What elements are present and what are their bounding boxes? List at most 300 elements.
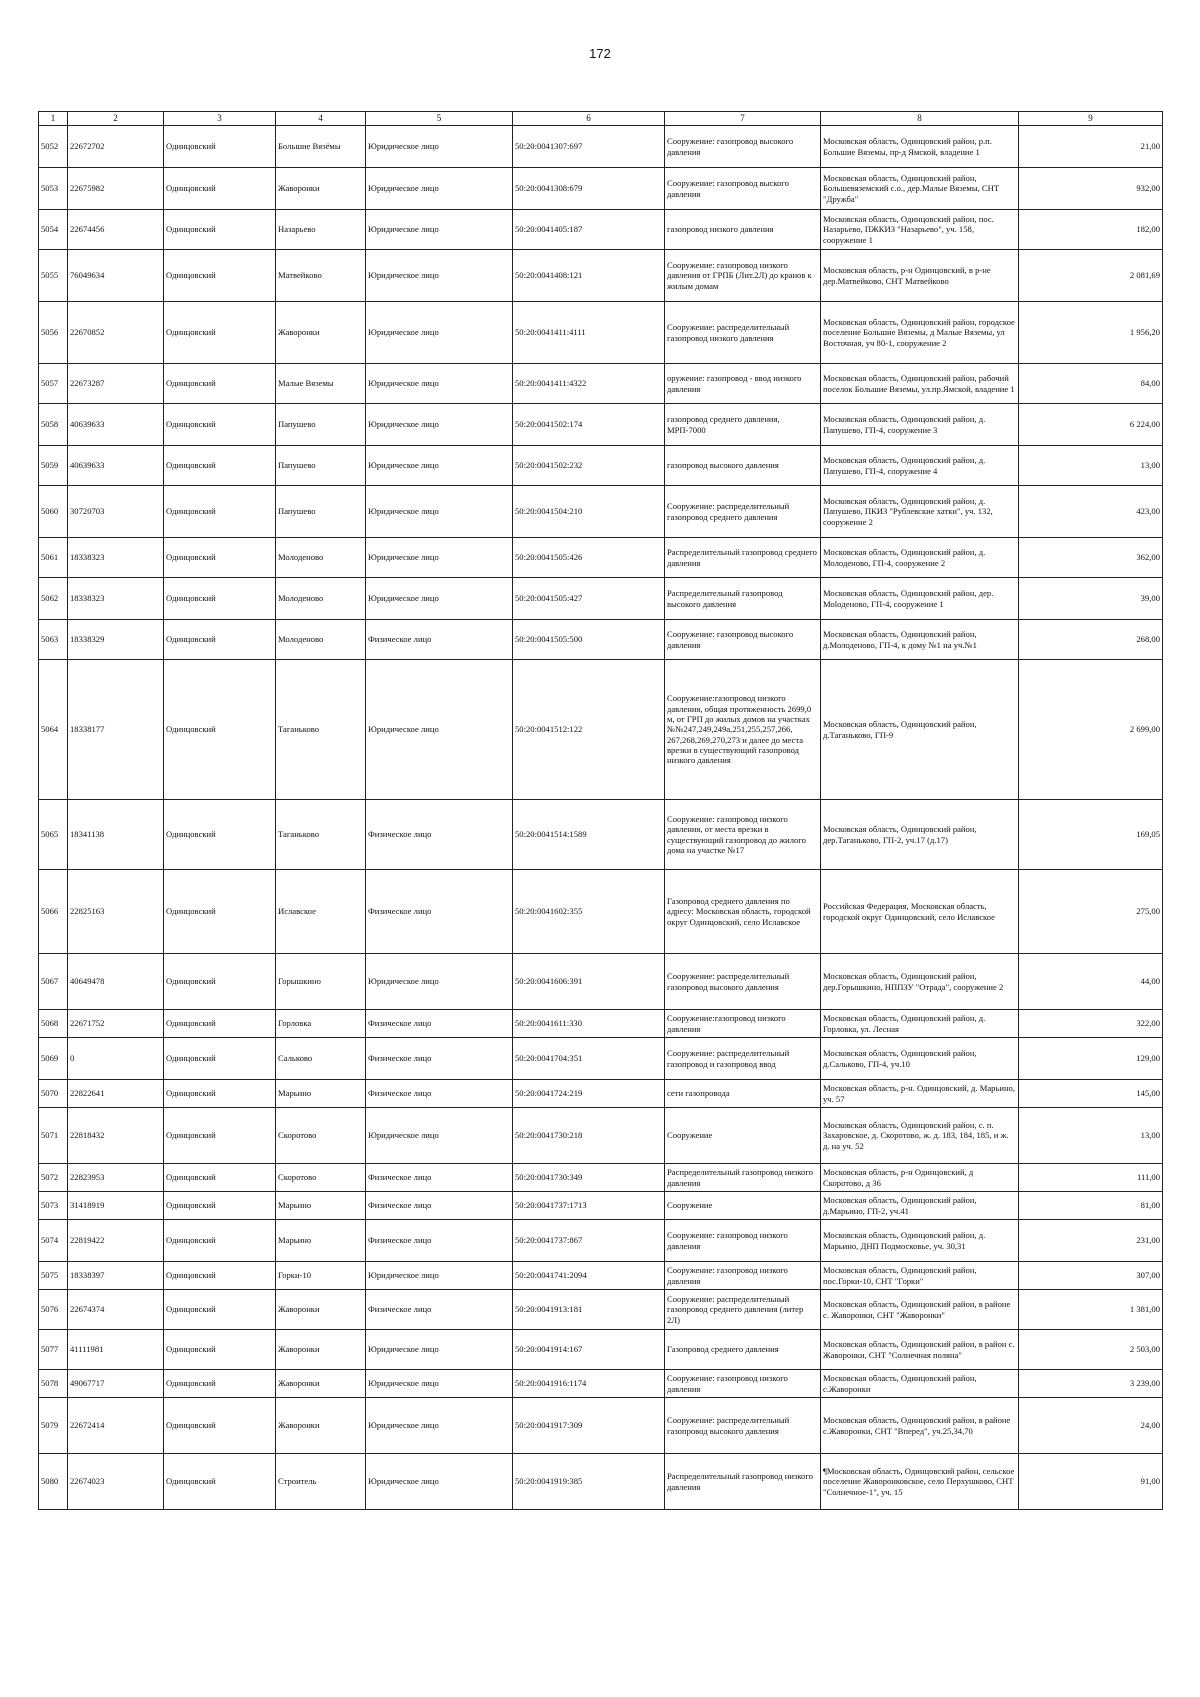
row-index: 5059 — [39, 446, 68, 486]
object-address: Московская область, р-н Одинцовский, д Скоротово, д 36 — [821, 1164, 1019, 1192]
settlement: Строитель — [276, 1454, 366, 1510]
settlement: Молоденово — [276, 538, 366, 578]
owner-type: Физическое лицо — [366, 1192, 513, 1220]
table-row — [39, 404, 1163, 446]
table-row — [39, 800, 1163, 870]
object-id: 40649478 — [68, 954, 164, 1010]
object-address: Московская область, Одинцовский район, д.Таганьково, ГП-9 — [821, 660, 1019, 800]
settlement: Марьино — [276, 1220, 366, 1262]
column-header: 3 — [164, 112, 276, 126]
object-description: газопровод среднего давления, МРП-7000 — [665, 404, 821, 446]
settlement: Горки-10 — [276, 1262, 366, 1290]
object-id: 22825163 — [68, 870, 164, 954]
district: Одинцовский — [164, 1108, 276, 1164]
table-row — [39, 364, 1163, 404]
cadastral-number: 50:20:0041602:355 — [513, 870, 665, 954]
row-index: 5060 — [39, 486, 68, 538]
object-id: 0 — [68, 1038, 164, 1080]
settlement: Папушево — [276, 404, 366, 446]
district: Одинцовский — [164, 1164, 276, 1192]
column-header: 5 — [366, 112, 513, 126]
owner-type: Юридическое лицо — [366, 1108, 513, 1164]
object-address: Российская Федерация, Московская область, городской округ Одинцовский, село Иславское — [821, 870, 1019, 954]
owner-type: Юридическое лицо — [366, 1330, 513, 1370]
column-header: 4 — [276, 112, 366, 126]
cadastral-number: 50:20:0041606:391 — [513, 954, 665, 1010]
district: Одинцовский — [164, 1192, 276, 1220]
owner-type: Юридическое лицо — [366, 538, 513, 578]
owner-type: Юридическое лицо — [366, 168, 513, 210]
district: Одинцовский — [164, 538, 276, 578]
object-id: 40639633 — [68, 404, 164, 446]
owner-type: Юридическое лицо — [366, 364, 513, 404]
settlement: Большие Вязёмы — [276, 126, 366, 168]
object-description: Газопровод среднего давления по адресу: Московская область, городской округ Одинцовский, село Иславское — [665, 870, 821, 954]
district: Одинцовский — [164, 1038, 276, 1080]
length-value: 423,00 — [1019, 486, 1163, 538]
owner-type: Юридическое лицо — [366, 302, 513, 364]
length-value: 111,00 — [1019, 1164, 1163, 1192]
length-value: 129,00 — [1019, 1038, 1163, 1080]
settlement: Матвейково — [276, 250, 366, 302]
length-value: 169,05 — [1019, 800, 1163, 870]
table-row — [39, 168, 1163, 210]
table-row — [39, 1192, 1163, 1220]
row-index: 5055 — [39, 250, 68, 302]
row-index: 5068 — [39, 1010, 68, 1038]
object-description: сети газопровода — [665, 1080, 821, 1108]
object-description: Сооружение:газопровод низкого давления — [665, 1010, 821, 1038]
cadastral-number: 50:20:0041611:330 — [513, 1010, 665, 1038]
cadastral-number: 50:20:0041914:167 — [513, 1330, 665, 1370]
length-value: 13,00 — [1019, 1108, 1163, 1164]
length-value: 1 381,00 — [1019, 1290, 1163, 1330]
object-address: Московская область, Одинцовский район, с. п. Захаровское, д. Скоротово, ж. д. 183, 184, 185, и ж. д. на уч. 52 — [821, 1108, 1019, 1164]
district: Одинцовский — [164, 126, 276, 168]
table-row — [39, 1080, 1163, 1108]
object-address: Московская область, Одинцовский район, д. Марьино, ДНП Подмосковье, уч. 30,31 — [821, 1220, 1019, 1262]
length-value: 307,00 — [1019, 1262, 1163, 1290]
object-description: газопровод низкого давления — [665, 210, 821, 250]
owner-type: Физическое лицо — [366, 1164, 513, 1192]
object-description: Сооружение: газопровод низкого давления, от места врезки в существующий газопровод до жилого дома на участке №17 — [665, 800, 821, 870]
object-address: Московская область, Одинцовский район, д. Папушево, ГП-4, сооружение 4 — [821, 446, 1019, 486]
settlement: Папушево — [276, 486, 366, 538]
row-index: 5063 — [39, 620, 68, 660]
object-id: 41111981 — [68, 1330, 164, 1370]
object-id: 22674023 — [68, 1454, 164, 1510]
row-index: 5077 — [39, 1330, 68, 1370]
district: Одинцовский — [164, 1454, 276, 1510]
district: Одинцовский — [164, 1290, 276, 1330]
cadastral-number: 50:20:0041411:4322 — [513, 364, 665, 404]
cadastral-number: 50:20:0041919:385 — [513, 1454, 665, 1510]
length-value: 39,00 — [1019, 578, 1163, 620]
row-index: 5065 — [39, 800, 68, 870]
length-value: 275,00 — [1019, 870, 1163, 954]
object-description: Сооружение: газопровод низкого давления — [665, 1370, 821, 1398]
district: Одинцовский — [164, 250, 276, 302]
owner-type: Юридическое лицо — [366, 1370, 513, 1398]
object-id: 18338323 — [68, 578, 164, 620]
cadastral-number: 50:20:0041514:1589 — [513, 800, 665, 870]
row-index: 5053 — [39, 168, 68, 210]
object-description: Газопровод среднего давления — [665, 1330, 821, 1370]
cadastral-number: 50:20:0041724:219 — [513, 1080, 665, 1108]
object-id: 18338323 — [68, 538, 164, 578]
length-value: 84,00 — [1019, 364, 1163, 404]
settlement: Папушево — [276, 446, 366, 486]
column-header: 9 — [1019, 112, 1163, 126]
table-row — [39, 250, 1163, 302]
owner-type: Физическое лицо — [366, 870, 513, 954]
row-index: 5070 — [39, 1080, 68, 1108]
object-id: 18338397 — [68, 1262, 164, 1290]
object-id: 22670852 — [68, 302, 164, 364]
length-value: 362,00 — [1019, 538, 1163, 578]
object-id: 22673287 — [68, 364, 164, 404]
settlement: Таганьково — [276, 800, 366, 870]
length-value: 182,00 — [1019, 210, 1163, 250]
object-address: Московская область, Одинцовский район, Большевяземский с.о., дер.Малые Вяземы, СНТ "Дружба" — [821, 168, 1019, 210]
object-id: 31418919 — [68, 1192, 164, 1220]
object-description: Сооружение: распределительный газопровод высокого давления — [665, 954, 821, 1010]
table-row — [39, 1220, 1163, 1262]
object-id: 22672702 — [68, 126, 164, 168]
row-index: 5075 — [39, 1262, 68, 1290]
object-description: Сооружение: газопровод выского давления — [665, 168, 821, 210]
settlement: Таганьково — [276, 660, 366, 800]
object-id: 30720703 — [68, 486, 164, 538]
row-index: 5076 — [39, 1290, 68, 1330]
cadastral-number: 50:20:0041741:2094 — [513, 1262, 665, 1290]
object-address: Московская область, Одинцовский район, д. Молоденово, ГП-4, сооружение 2 — [821, 538, 1019, 578]
object-address: Московская область, Одинцовский район, д.Марьино, ГП-2, уч.41 — [821, 1192, 1019, 1220]
object-address: Московская область, Одинцовский район, в районе с.Жаворонки, СНТ "Вперед", уч.25,34,70 — [821, 1398, 1019, 1454]
district: Одинцовский — [164, 1010, 276, 1038]
row-index: 5071 — [39, 1108, 68, 1164]
header-row — [39, 112, 1163, 126]
cadastral-number: 50:20:0041504:210 — [513, 486, 665, 538]
settlement: Жаворонки — [276, 168, 366, 210]
registry-table — [38, 111, 1163, 1510]
object-id: 22823953 — [68, 1164, 164, 1192]
district: Одинцовский — [164, 1398, 276, 1454]
length-value: 3 239,00 — [1019, 1370, 1163, 1398]
owner-type: Юридическое лицо — [366, 486, 513, 538]
table-row — [39, 1262, 1163, 1290]
object-description: Сооружение: газопровод высокого давления — [665, 126, 821, 168]
table-row — [39, 1010, 1163, 1038]
object-address: Московская область, р-н. Одинцовский, д. Марьино, уч. 57 — [821, 1080, 1019, 1108]
table-row — [39, 1038, 1163, 1080]
object-address: Московская область, Одинцовский район, дер. Моloденово, ГП-4, сооружение 1 — [821, 578, 1019, 620]
district: Одинцовский — [164, 404, 276, 446]
cadastral-number: 50:20:0041913:181 — [513, 1290, 665, 1330]
owner-type: Юридическое лицо — [366, 1454, 513, 1510]
object-description: Сооружение — [665, 1108, 821, 1164]
owner-type: Физическое лицо — [366, 1080, 513, 1108]
table-row — [39, 1108, 1163, 1164]
length-value: 2 081,69 — [1019, 250, 1163, 302]
district: Одинцовский — [164, 1370, 276, 1398]
object-description: Сооружение: газопровод низкого давления от ГРПБ (Лит.2Л) до кранов к жилым домам — [665, 250, 821, 302]
object-description: Сооружение: распределительный газопровод среднего давления — [665, 486, 821, 538]
settlement: Жаворонки — [276, 1290, 366, 1330]
owner-type: Юридическое лицо — [366, 446, 513, 486]
owner-type: Юридическое лицо — [366, 126, 513, 168]
object-address: Московская область, Одинцовский район, д. Папушево, ПКИЗ "Рублевские хатки", уч. 132, сооружение 2 — [821, 486, 1019, 538]
object-id: 18338329 — [68, 620, 164, 660]
district: Одинцовский — [164, 210, 276, 250]
object-id: 22674374 — [68, 1290, 164, 1330]
district: Одинцовский — [164, 620, 276, 660]
district: Одинцовский — [164, 302, 276, 364]
row-index: 5074 — [39, 1220, 68, 1262]
column-header: 7 — [665, 112, 821, 126]
district: Одинцовский — [164, 660, 276, 800]
district: Одинцовский — [164, 578, 276, 620]
object-id: 22672414 — [68, 1398, 164, 1454]
owner-type: Юридическое лицо — [366, 578, 513, 620]
object-address: Московская область, Одинцовский район, д. Горловка, ул. Лесная — [821, 1010, 1019, 1038]
cadastral-number: 50:20:0041917:309 — [513, 1398, 665, 1454]
length-value: 91,00 — [1019, 1454, 1163, 1510]
settlement: Марьино — [276, 1080, 366, 1108]
row-index: 5052 — [39, 126, 68, 168]
cadastral-number: 50:20:0041505:500 — [513, 620, 665, 660]
settlement: Молоденово — [276, 578, 366, 620]
column-header: 1 — [39, 112, 68, 126]
length-value: 322,00 — [1019, 1010, 1163, 1038]
object-address: Московская область, Одинцовский район, в район с. Жаворонки, СНТ "Солнечная поляна" — [821, 1330, 1019, 1370]
object-address: Московская область, Одинцовский район, р.п. Большие Вяземы, пр-д Ямской, владение 1 — [821, 126, 1019, 168]
length-value: 2 503,00 — [1019, 1330, 1163, 1370]
cadastral-number: 50:20:0041730:218 — [513, 1108, 665, 1164]
object-id: 76049634 — [68, 250, 164, 302]
object-description: Сооружение: газопровод низкого давления — [665, 1220, 821, 1262]
district: Одинцовский — [164, 1262, 276, 1290]
table-row — [39, 210, 1163, 250]
object-address: Московская область, Одинцовский район, дер.Горышкино, НППЗУ "Отрада", сооружение 2 — [821, 954, 1019, 1010]
cadastral-number: 50:20:0041502:174 — [513, 404, 665, 446]
page-number: 172 — [589, 46, 611, 61]
object-id: 22818432 — [68, 1108, 164, 1164]
owner-type: Физическое лицо — [366, 1010, 513, 1038]
object-address: Московская область, Одинцовский район, д. Папушево, ГП-4, сооружение 3 — [821, 404, 1019, 446]
cadastral-number: 50:20:0041408:121 — [513, 250, 665, 302]
settlement: Марьино — [276, 1192, 366, 1220]
object-address: Московская область, Одинцовский район, пос. Назарьево, ПЖКИЗ "Назарьево", уч. 158, сооружение 1 — [821, 210, 1019, 250]
length-value: 13,00 — [1019, 446, 1163, 486]
object-description: газопровод высокого давления — [665, 446, 821, 486]
cadastral-number: 50:20:0041308:679 — [513, 168, 665, 210]
district: Одинцовский — [164, 1220, 276, 1262]
row-index: 5054 — [39, 210, 68, 250]
cadastral-number: 50:20:0041737:867 — [513, 1220, 665, 1262]
table-row — [39, 486, 1163, 538]
settlement: Жаворонки — [276, 1330, 366, 1370]
settlement: Скоротово — [276, 1164, 366, 1192]
length-value: 44,00 — [1019, 954, 1163, 1010]
object-description: Сооружение:газопровод низкого давления, общая протяженность 2699,0 м, от ГРП до жилых домов на участках №№247,249,249а,251,255,257,266, 267,268,269,270,273 и далее до места врезки в существующий газопровод низкого давления — [665, 660, 821, 800]
object-address: Московская область, Одинцовский район, д.Молоденово, ГП-4, к дому №1 на уч.№1 — [821, 620, 1019, 660]
row-index: 5079 — [39, 1398, 68, 1454]
table-row — [39, 954, 1163, 1010]
owner-type: Юридическое лицо — [366, 210, 513, 250]
object-address: ¶Московская область, Одинцовский район, сельское поселение Жаворонковское, село Перхушково, СНТ "Солнечное-1", уч. 15 — [821, 1454, 1019, 1510]
object-description: Сооружение: распределительный газопровод и газопровод ввод — [665, 1038, 821, 1080]
settlement: Горловка — [276, 1010, 366, 1038]
row-index: 5073 — [39, 1192, 68, 1220]
settlement: Сальково — [276, 1038, 366, 1080]
column-header: 2 — [68, 112, 164, 126]
column-header: 6 — [513, 112, 665, 126]
row-index: 5066 — [39, 870, 68, 954]
cadastral-number: 50:20:0041502:232 — [513, 446, 665, 486]
object-id: 18341138 — [68, 800, 164, 870]
cadastral-number: 50:20:0041411:4111 — [513, 302, 665, 364]
district: Одинцовский — [164, 168, 276, 210]
object-description: Сооружение: распределительный газопровод среднего давления (литер 2Л) — [665, 1290, 821, 1330]
owner-type: Юридическое лицо — [366, 250, 513, 302]
owner-type: Физическое лицо — [366, 620, 513, 660]
settlement: Малые Вяземы — [276, 364, 366, 404]
district: Одинцовский — [164, 800, 276, 870]
object-id: 40639633 — [68, 446, 164, 486]
row-index: 5061 — [39, 538, 68, 578]
cadastral-number: 50:20:0041307:697 — [513, 126, 665, 168]
table-row — [39, 126, 1163, 168]
settlement: Скоротово — [276, 1108, 366, 1164]
object-address: Московская область, Одинцовский район, рабочий поселок Большие Вяземы, ул.пр.Ямской, владение 1 — [821, 364, 1019, 404]
row-index: 5056 — [39, 302, 68, 364]
length-value: 231,00 — [1019, 1220, 1163, 1262]
owner-type: Физическое лицо — [366, 1220, 513, 1262]
object-address: Московская область, Одинцовский район, с.Жаворонки — [821, 1370, 1019, 1398]
length-value: 24,00 — [1019, 1398, 1163, 1454]
row-index: 5067 — [39, 954, 68, 1010]
owner-type: Юридическое лицо — [366, 954, 513, 1010]
object-address: Московская область, Одинцовский район, дер.Таганьково, ГП-2, уч.17 (д.17) — [821, 800, 1019, 870]
cadastral-number: 50:20:0041730:349 — [513, 1164, 665, 1192]
owner-type: Юридическое лицо — [366, 1262, 513, 1290]
object-description: Распределительный газопровод среднего давления — [665, 538, 821, 578]
object-id: 18338177 — [68, 660, 164, 800]
length-value: 1 956,20 — [1019, 302, 1163, 364]
owner-type: Физическое лицо — [366, 800, 513, 870]
district: Одинцовский — [164, 1080, 276, 1108]
object-id: 22671752 — [68, 1010, 164, 1038]
table-row — [39, 538, 1163, 578]
row-index: 5062 — [39, 578, 68, 620]
row-index: 5072 — [39, 1164, 68, 1192]
object-description: Сооружение — [665, 1192, 821, 1220]
settlement: Иславское — [276, 870, 366, 954]
row-index: 5069 — [39, 1038, 68, 1080]
cadastral-number: 50:20:0041505:426 — [513, 538, 665, 578]
object-description: Распределительный газопровод высокого давления — [665, 578, 821, 620]
row-index: 5064 — [39, 660, 68, 800]
object-address: Московская область, Одинцовский район, д.Сальково, ГП-4, уч.10 — [821, 1038, 1019, 1080]
object-description: Распределительный газопровод низкого давления — [665, 1454, 821, 1510]
district: Одинцовский — [164, 1330, 276, 1370]
row-index: 5080 — [39, 1454, 68, 1510]
object-description: оружение: газопровод - ввод низкого давления — [665, 364, 821, 404]
row-index: 5078 — [39, 1370, 68, 1398]
length-value: 81,00 — [1019, 1192, 1163, 1220]
length-value: 21,00 — [1019, 126, 1163, 168]
object-id: 22819422 — [68, 1220, 164, 1262]
column-header: 8 — [821, 112, 1019, 126]
object-address: Московская область, Одинцовский район, городское поселение Большие Вяземы, д Малые Вяземы, ул Восточная, уч 80-1, сооружение 2 — [821, 302, 1019, 364]
table-row — [39, 1164, 1163, 1192]
row-index: 5058 — [39, 404, 68, 446]
owner-type: Юридическое лицо — [366, 404, 513, 446]
length-value: 932,00 — [1019, 168, 1163, 210]
object-id: 22675982 — [68, 168, 164, 210]
row-index: 5057 — [39, 364, 68, 404]
object-id: 22822641 — [68, 1080, 164, 1108]
settlement: Молоденово — [276, 620, 366, 660]
settlement: Жаворонки — [276, 1370, 366, 1398]
cadastral-number: 50:20:0041405:187 — [513, 210, 665, 250]
length-value: 268,00 — [1019, 620, 1163, 660]
table-row — [39, 1370, 1163, 1398]
object-description: Сооружение: газопровод низкого давления — [665, 1262, 821, 1290]
object-id: 22674456 — [68, 210, 164, 250]
district: Одинцовский — [164, 954, 276, 1010]
settlement: Горышкино — [276, 954, 366, 1010]
owner-type: Юридическое лицо — [366, 660, 513, 800]
table-row — [39, 302, 1163, 364]
object-description: Сооружение: газопровод высокого давления — [665, 620, 821, 660]
owner-type: Физическое лицо — [366, 1290, 513, 1330]
table-row — [39, 620, 1163, 660]
owner-type: Юридическое лицо — [366, 1398, 513, 1454]
object-address: Московская область, Одинцовский район, пос.Горки-10, СНТ "Горки" — [821, 1262, 1019, 1290]
cadastral-number: 50:20:0041704:351 — [513, 1038, 665, 1080]
table-row — [39, 1330, 1163, 1370]
settlement: Назарьево — [276, 210, 366, 250]
length-value: 2 699,00 — [1019, 660, 1163, 800]
district: Одинцовский — [164, 486, 276, 538]
object-description: Сооружение: распределительный газопровод низкого давления — [665, 302, 821, 364]
table-row — [39, 578, 1163, 620]
length-value: 145,00 — [1019, 1080, 1163, 1108]
table-row — [39, 660, 1163, 800]
cadastral-number: 50:20:0041505:427 — [513, 578, 665, 620]
object-address: Московская область, Одинцовский район, в районе с. Жаворонки, СНТ "Жаворонки" — [821, 1290, 1019, 1330]
table-row — [39, 1398, 1163, 1454]
object-description: Распределительный газопровод низкого давления — [665, 1164, 821, 1192]
cadastral-number: 50:20:0041512:122 — [513, 660, 665, 800]
owner-type: Физическое лицо — [366, 1038, 513, 1080]
cadastral-number: 50:20:0041916:1174 — [513, 1370, 665, 1398]
settlement: Жаворонки — [276, 1398, 366, 1454]
table-row — [39, 870, 1163, 954]
table-row — [39, 1290, 1163, 1330]
object-id: 49067717 — [68, 1370, 164, 1398]
district: Одинцовский — [164, 446, 276, 486]
table-row — [39, 1454, 1163, 1510]
object-description: Сооружение: распределительный газопровод высокого давления — [665, 1398, 821, 1454]
district: Одинцовский — [164, 870, 276, 954]
district: Одинцовский — [164, 364, 276, 404]
table-row — [39, 446, 1163, 486]
length-value: 6 224,00 — [1019, 404, 1163, 446]
settlement: Жаворонки — [276, 302, 366, 364]
